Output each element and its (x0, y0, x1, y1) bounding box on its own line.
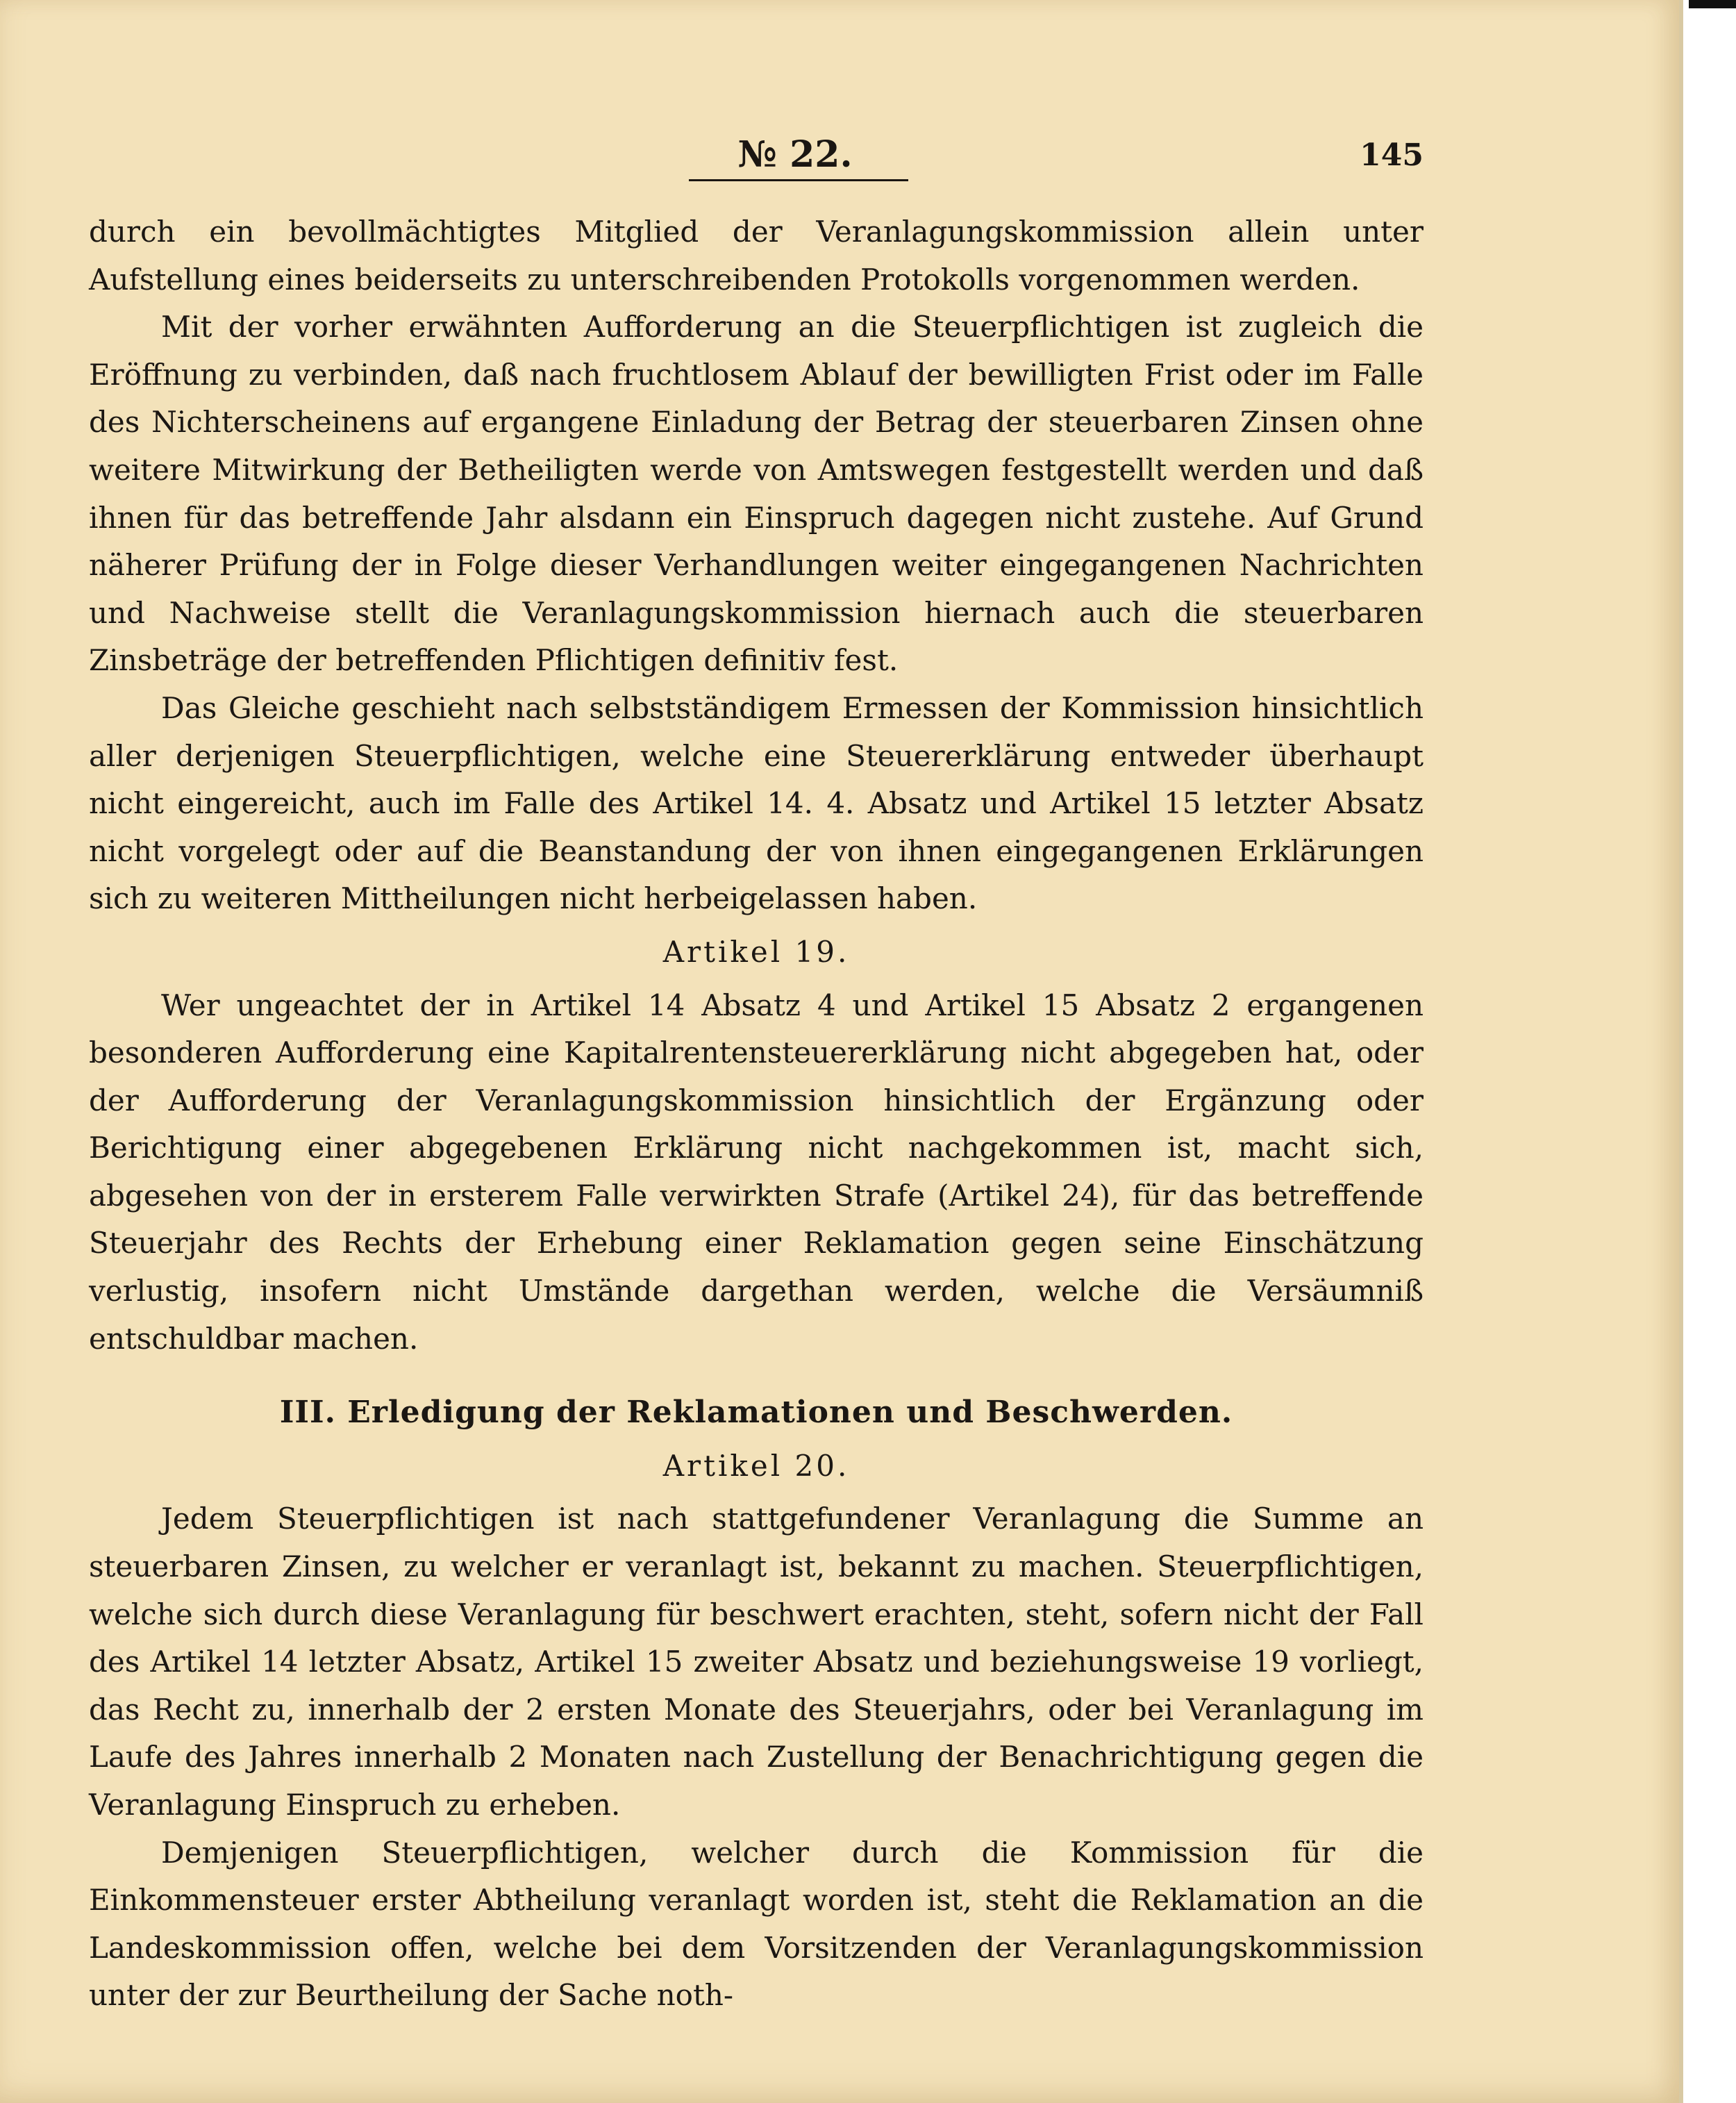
issue-underline (689, 179, 908, 181)
article-20-text-1: Jedem Steuerpflichtigen ist nach stattgefundener Veranlagung die Summe an steuerbaren Zinsen, zu welcher er veranlagt ist, bekannt zu machen. Steuerpflichtigen, welche sich durch diese Veranlagung für beschwert erachten, steht, sofern nicht der Fall des Artikel 14 letzter Absatz, Artikel 15 zweiter Absatz und beziehungsweise 19 vorliegt, das Recht zu, innerhalb der 2 ersten Monate des Steuerjahrs, oder bei Veranlagung im Laufe des Jahres innerhalb 2 Monaten nach Zustellung der Benachrichtigung gegen die Veranlagung Einspruch zu erheben. (89, 1502, 1424, 1822)
page-body (89, 208, 1424, 2020)
page-header (90, 133, 1424, 182)
spacer (89, 923, 1424, 929)
paragraph-notice: Mit der vorher erwähnten Aufforderung an die Steuerpflichtigen ist zugleich die Eröffnung zu verbinden, daß nach fruchtlosem Ablauf der bewilligten Frist oder im Falle des Nichterscheinens auf ergangene Einladung der Betrag der steuerbaren Zinsen ohne weitere Mitwirkung der Betheiligten werde von Amtswegen festgestellt werden und daß ihnen für das betreffende Jahr alsdann ein Einspruch dagegen nicht zustehe. Auf Grund näherer Prüfung der in Folge dieser Verhandlungen weiter eingegangenen Nachrichten und Nachweise stellt die Veranlagungskommission hiernach auch die steuerbaren Zinsbeträge der betreffenden Pflichtigen definitiv fest. (89, 310, 1424, 678)
paragraph-continuation: durch ein bevollmächtigtes Mitglied der Veranlagungskommission allein unter Aufstellung eines beiderseits zu unterschreibenden Protokolls vorgenommen werden. (89, 215, 1424, 297)
page-number: 145 (1360, 138, 1424, 173)
page-edge (1679, 0, 1683, 2103)
spacer (89, 1437, 1424, 1443)
paragraph-same-procedure: Das Gleiche geschieht nach selbstständigem Ermessen der Kommission hinsichtlich aller derjenigen Steuerpflichtigen, welche eine Steuererklärung entweder überhaupt nicht eingereicht, auch im Falle des Artikel 14. 4. Absatz und Artikel 15 letzter Absatz nicht vorgelegt oder auf die Beanstandung der von ihnen eingegangenen Erklärungen sich zu weiteren Mittheilungen nicht herbeigelassen haben. (89, 690, 1424, 916)
spacer (89, 1490, 1424, 1495)
article-20-text-2: Demjenigen Steuerpflichtigen, welcher durch die Kommission für die Einkommensteuer erster Abtheilung veranlagt worden ist, steht die Reklamation an die Landeskommission offen, welche bei dem Vorsitzenden der Veranlagungskommission unter der zur Beurtheilung der Sache noth- (89, 1835, 1424, 2013)
spacer (89, 1363, 1424, 1389)
spacer (89, 976, 1424, 982)
article-19-heading: Artikel 19. (662, 934, 850, 969)
scan-corner-mark (1689, 0, 1736, 8)
article-19-text: Wer ungeachtet der in Artikel 14 Absatz 4 und Artikel 15 Absatz 2 ergangenen besonderen Aufforderung eine Kapitalrentensteuererklärung nicht abgegeben hat, oder der Aufforderung der Veranlagungskommission hinsichtlich der Ergänzung oder Berichtigung einer abgegebenen Erklärung nicht nachgekommen ist, macht sich, abgesehen von der in ersterem Falle verwirkten Strafe (Artikel 24), für das betreffende Steuerjahr des Rechts der Erhebung einer Reklamation gegen seine Einschätzung verlustig, insofern nicht Umstände dargethan werden, welche die Versäumniß entschuldbar machen. (89, 988, 1424, 1356)
issue-number: № 22. (737, 133, 853, 176)
section-3-heading: III. Erledigung der Reklamationen und Beschwerden. (279, 1395, 1233, 1431)
article-20-heading: Artikel 20. (662, 1448, 850, 1483)
